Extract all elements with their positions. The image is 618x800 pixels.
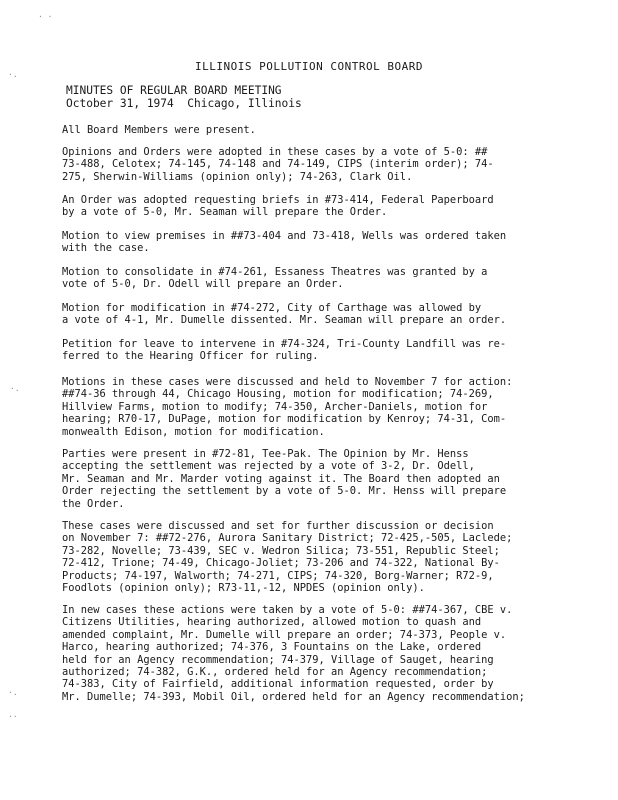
paragraph-new-cases [62, 604, 582, 703]
paragraph-tee-pak [62, 448, 582, 510]
paragraph-line: 73-282, Novelle; 73-439, SEC v. Wedron Silica; 73-551, Republic Steel; [62, 544, 500, 557]
paragraph-line: All Board Members were present. [62, 124, 256, 136]
meeting-date-place: October 31, 1974 Chicago, Illinois [66, 97, 302, 110]
paragraph-line: Motion to consolidate in #74-261, Essaness Theatres was granted by a [62, 266, 488, 278]
paragraph-line: 73-488, Celotex; 74-145, 74-148 and 74-149, CIPS (interim order); 74- [62, 158, 494, 171]
paragraph-line: 74-383, City of Fairfield, additional information requested, order by [62, 678, 494, 691]
paragraph-line: on November 7: ##72-276, Aurora Sanitary District; 72-425,-505, Laclede; [62, 532, 513, 545]
paragraph-line: accepting the settlement was rejected by a vote of 3-2, Dr. Odell, [62, 460, 475, 473]
paragraph-motions-held [62, 376, 582, 438]
paragraph-line: Foodlots (opinion only); R73-11,-12, NPDES (opinion only). [62, 582, 425, 595]
paragraph-line: monwealth Edison, motion for modification. [62, 425, 325, 438]
paragraph-line: 72-412, Trione; 74-49, Chicago-Joliet; 73-206 and 74-322, National By- [62, 557, 500, 570]
paragraph-line: Order rejecting the settlement by a vote of 5-0. Mr. Henss will prepare [62, 485, 507, 498]
paragraph-line: by a vote of 5-0, Mr. Seaman will prepare the Order. [62, 206, 388, 219]
paragraph-line: held for an Agency recommendation; 74-379, Village of Sauget, hearing [62, 653, 494, 666]
paragraph-further-discussion [62, 520, 582, 594]
scan-speck: · · [38, 12, 53, 21]
scan-speck: ·. [8, 688, 18, 697]
paragraph-line: amended complaint, Mr. Dumelle will prepare an order; 74-373, People v. [62, 628, 507, 641]
paragraph-line: hearing; R70-17, DuPage, motion for modification by Kenroy; 74-31, Com- [62, 413, 507, 426]
paragraph-line: Mr. Dumelle; 74-393, Mobil Oil, ordered held for an Agency recommendation; [62, 690, 525, 703]
paragraph-line: Parties were present in #72-81, Tee-Pak. The Opinion by Mr. Henss [62, 448, 469, 460]
paragraph-line: Opinions and Orders were adopted in these cases by a vote of 5-0: ## [62, 146, 488, 158]
paragraph-briefs [62, 194, 582, 219]
paragraph-line: Petition for leave to intervene in #74-324, Tri-County Landfill was re- [62, 338, 507, 350]
paragraph-line: Citizens Utilities, hearing authorized, allowed motion to quash and [62, 616, 482, 629]
paragraph-view-premises [62, 230, 582, 255]
paragraph-line: An Order was adopted requesting briefs in #73-414, Federal Paperboard [62, 194, 494, 206]
paragraph-line: 275, Sherwin-Williams (opinion only); 74-263, Clark Oil. [62, 170, 413, 183]
paragraph-line: Hillview Farms, motion to modify; 74-350, Archer-Daniels, motion for [62, 400, 488, 413]
paragraph-intervene [62, 338, 582, 363]
paragraph-line: Harco, hearing authorized; 74-376, 3 Fountains on the Lake, ordered [62, 641, 482, 654]
paragraph-line: Mr. Seaman and Mr. Marder voting against it. The Board then adopted an [62, 472, 500, 485]
scan-speck: ·· [8, 712, 18, 721]
paragraph-line: authorized; 74-382, G.K., ordered held for an Agency recommendation; [62, 666, 488, 679]
paragraph-line: Motion for modification in #74-272, City of Carthage was allowed by [62, 302, 482, 314]
paragraph-opinions [62, 146, 582, 183]
document-header: ILLINOIS POLLUTION CONTROL BOARD [195, 60, 423, 73]
paragraph-line: Motions in these cases were discussed and held to November 7 for action: [62, 376, 513, 388]
scan-speck: ·. [10, 384, 20, 393]
paragraph-line: These cases were discussed and set for further discussion or decision [62, 520, 494, 532]
paragraph-consolidate [62, 266, 582, 291]
paragraph-line: vote of 5-0, Dr. Odell will prepare an Order. [62, 278, 344, 291]
paragraph-line: ferred to the Hearing Officer for ruling. [62, 350, 319, 363]
paragraph-line: the Order. [62, 497, 125, 510]
minutes-title: MINUTES OF REGULAR BOARD MEETING [66, 84, 282, 97]
meeting-meta [66, 84, 302, 110]
paragraph-line: ##74-36 through 44, Chicago Housing, motion for modification; 74-269, [62, 388, 494, 401]
paragraph-line: with the case. [62, 242, 150, 255]
paragraph-line: a vote of 4-1, Mr. Dumelle dissented. Mr. Seaman will prepare an order. [62, 314, 507, 327]
paragraph-line: Motion to view premises in ##73-404 and 73-418, Wells was ordered taken [62, 230, 507, 242]
paragraph-attendance [62, 124, 582, 136]
paragraph-modification [62, 302, 582, 327]
scan-speck: ·. [8, 70, 18, 79]
paragraph-line: In new cases these actions were taken by a vote of 5-0: ##74-367, CBE v. [62, 604, 513, 616]
paragraph-line: Products; 74-197, Walworth; 74-271, CIPS; 74-320, Borg-Warner; R72-9, [62, 569, 494, 582]
